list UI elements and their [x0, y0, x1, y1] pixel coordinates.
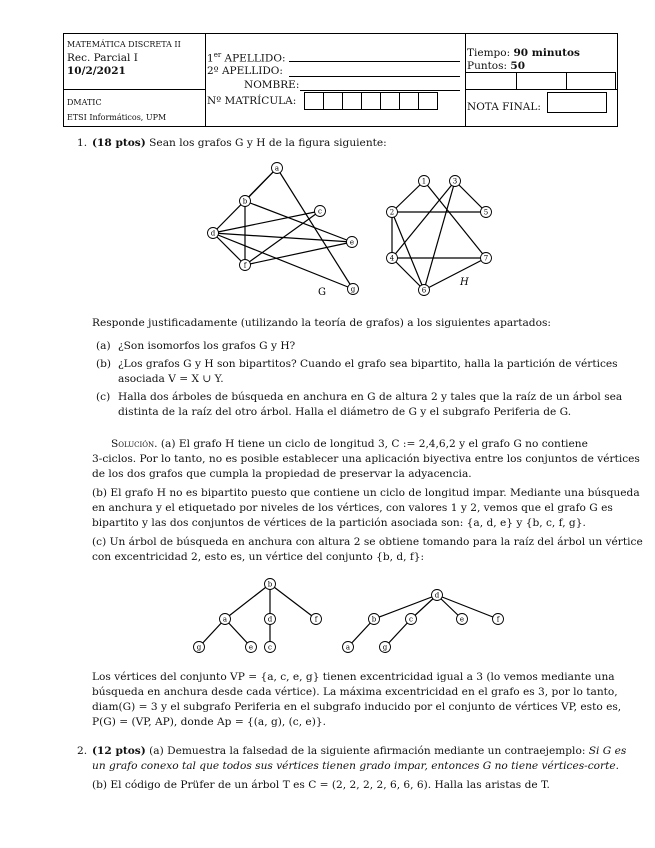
q1a-label: (a): [96, 340, 111, 352]
G-label-c: c: [318, 207, 322, 216]
tree1-d: d: [267, 615, 273, 624]
time-label: Tiempo: 90 minutos: [467, 47, 580, 59]
tree1-a: a: [222, 615, 228, 624]
G-label-a: a: [274, 164, 280, 173]
tree1-e: e: [248, 643, 254, 652]
q2-part-a-1: (12 ptos) (a) Demuestra la falsedad de la siguiente afirmación mediante un contraejemplo: Si G es: [92, 745, 627, 757]
tree2-c: c: [409, 615, 413, 624]
solution-title: Solución. (a) El grafo H tiene un ciclo de longitud 3, C := 2,4,6,2 y el grafo G no contiene: [111, 438, 588, 450]
tree2-b: b: [371, 615, 377, 624]
tree1-root-b: b: [267, 580, 273, 589]
sol-d-4: P(G) = (VP, AP), donde Ap = {(a, g), (c, e)}.: [92, 716, 326, 728]
sol-c-2: con excentricidad 2, esto es, un vértice del conjunto {b, d, f}:: [92, 551, 425, 563]
points-label: Puntos: 50: [467, 60, 526, 72]
q1b-label: (b): [96, 358, 112, 370]
H-label-4: 4: [389, 254, 395, 263]
tree1-c: c: [268, 643, 272, 652]
surname1-label: 1er APELLIDO:: [207, 51, 286, 65]
sol-b-1: (b) El grafo H no es bipartito puesto que contiene un ciclo de longitud impar. Mediante una búsqueda: [92, 487, 640, 499]
surname2-label: 2º APELLIDO:: [207, 65, 283, 77]
H-label-5: 5: [483, 208, 489, 217]
course-name: MATEMÁTICA DISCRETA II: [67, 40, 181, 49]
G-label-g: g: [350, 285, 356, 294]
q2-part-a-2: un grafo conexo tal que todos sus vértices tienen grado impar, entonces G no tiene vértices-corte.: [92, 760, 619, 772]
tree2-e: e: [459, 615, 465, 624]
tree1-f: f: [314, 615, 318, 624]
tree2-root-d: d: [434, 591, 440, 600]
H-label-6: 6: [421, 286, 427, 295]
q1-instruction: Responde justificadamente (utilizando la teoría de grafos) a los siguientes apartados:: [92, 317, 551, 329]
sol-a-2: 3-ciclos. Por lo tanto, no es posible establecer una aplicación biyectiva entre los conjuntos de vértices: [92, 453, 640, 465]
graph-G-label: G: [318, 287, 326, 298]
department: DMATIC: [67, 98, 102, 107]
q1-statement: (18 ptos) Sean los grafos G y H de la figura siguiente:: [92, 137, 387, 149]
final-grade-label: NOTA FINAL:: [467, 101, 541, 113]
sol-b-2: en anchura y el etiquetado por niveles de los vértices, con valores 1 y 2, vemos que el grafo G es: [92, 502, 613, 514]
H-label-7: 7: [483, 254, 489, 263]
tree2-a: a: [345, 643, 351, 652]
q2-part-b: (b) El código de Prüfer de un árbol T es C = (2, 2, 2, 2, 6, 6, 6). Halla las aristas de T.: [92, 779, 550, 791]
q1c-text-1: Halla dos árboles de búsqueda en anchura en G de altura 2 y tales que la raíz de un árbol sea: [118, 391, 623, 403]
exam-type: Rec. Parcial I: [67, 52, 138, 64]
q1-number: 1.: [77, 137, 88, 149]
tree2-g: g: [382, 643, 388, 652]
q1b-text-1: ¿Los grafos G y H son bipartitos? Cuando el grafo sea bipartito, halla la partición de vértices: [118, 358, 618, 370]
q2-number: 2.: [77, 745, 88, 757]
sol-c-1: (c) Un árbol de búsqueda en anchura con altura 2 se obtiene tomando para la raíz del árbol un vértice: [92, 536, 643, 548]
G-label-d: d: [210, 229, 216, 238]
q1b-text-2: asociada V = X ∪ Y.: [118, 373, 224, 385]
sol-d-2: búsqueda en anchura desde cada vértice). La máxima excentricidad en el grafo es 3, por lo tanto,: [92, 686, 618, 698]
q1c-label: (c): [96, 391, 111, 403]
sol-a-3: de los dos grafos que cumpla la propiedad de preservar la adyacencia.: [92, 468, 472, 480]
q1c-text-2: distinta de la raíz del otro árbol. Halla el diámetro de G y el subgrafo Periferia de G.: [118, 406, 572, 418]
graph-H-label: H: [460, 277, 469, 288]
G-label-b: b: [242, 197, 248, 206]
q1a-text: ¿Son isomorfos los grafos G y H?: [118, 340, 296, 352]
sol-d-3: diam(G) = 3 y el subgrafo Periferia en el subgrafo inducido por el conjunto de vértices VP, esto es,: [92, 701, 622, 713]
school: ETSI Informáticos, UPM: [67, 113, 167, 122]
H-label-1: 1: [421, 177, 427, 186]
name-label: NOMBRE:: [244, 79, 300, 91]
tree2-f: f: [496, 615, 500, 624]
G-label-e: e: [349, 238, 355, 247]
H-label-3: 3: [452, 177, 458, 186]
sol-b-3: bipartito y las dos conjuntos de vértices de la partición asociada son: {a, d, e} y {b, c, f, g}.: [92, 517, 586, 529]
H-label-2: 2: [389, 208, 395, 217]
tree1-g: g: [196, 643, 202, 652]
sol-d-1: Los vértices del conjunto VP = {a, c, e, g} tienen excentricidad igual a 3 (lo vemos mediante una: [92, 671, 615, 683]
matricula-label: Nº MATRÍCULA:: [207, 95, 297, 107]
G-label-f: f: [243, 261, 247, 270]
exam-date: 10/2/2021: [67, 65, 126, 77]
